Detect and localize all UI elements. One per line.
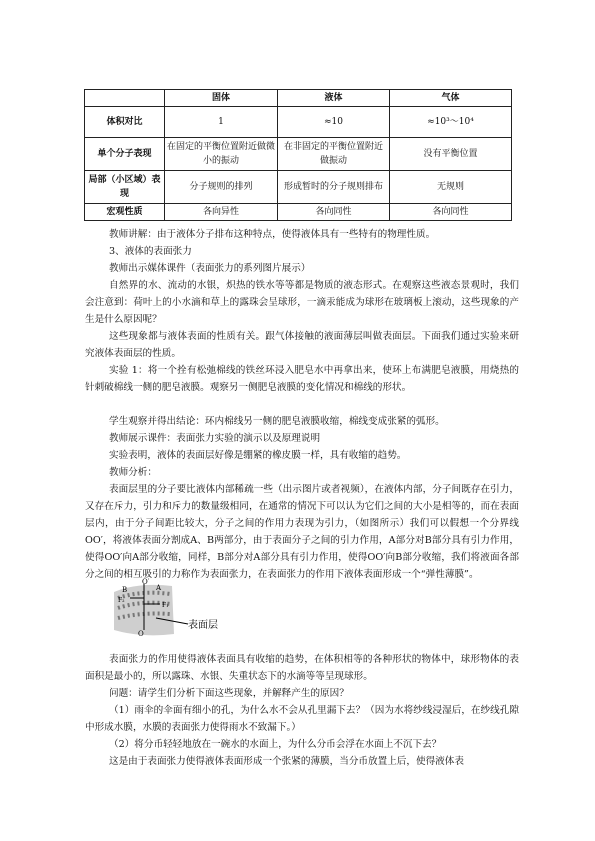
table-cell: 各向同性 [278,204,390,221]
paragraph: （1）雨伞的伞面有细小的孔，为什么水不会从孔里漏下去？（因为水将纱线浸湿后，在纱线孔隙中形成水膜，水膜的表面张力使得雨水不致漏下。） [85,705,519,733]
table-cell: ≈10³～10⁴ [390,107,512,138]
surface-layer-label: 表面层 [188,620,218,631]
table-header-cell: 固体 [165,90,278,107]
table-cell: 分子规则的排列 [165,171,278,204]
paragraph: 这些现象都与液体表面的性质有关。跟气体接触的液面薄层叫做表面层。下面我们通过实验来研究液体表面层的性质。 [85,331,519,359]
table-cell: 1 [165,107,278,138]
paragraph: 表面张力的作用使得液体表面具有收缩的趋势，在体积相等的各种形状的物体中，球形物体的表面积是最小的，所以露珠、水银、失重状态下的水滴等等呈现球形。 [85,654,519,682]
label-o2: O′ [142,578,150,586]
comparison-table [84,89,512,221]
paragraph: 表面层里的分子要比液体内部稀疏一些（出示图片或者视频），在液体内部，分子间既存在引力，又存在斥力，引力和斥力的数量级相同，在通常的情况下可以认为它们之间的大小是相等的，而在表面层内，由于分子间距比较大，分子之间的作用力表现为引力，（如图所示）我们可以假想一个分界线OO′，将液体表面分割成A、B两部分，由于表面分子之间的引力作用，A部分对B部分具有引力作用，使得OO′向A部分收缩，同样，B部分对A部分具有引力作用，使得OO′向B部分收缩，我们将液面各部分之间的相互吸引的力称作为表面张力，在表面张力的作用下液体表面形成一个“弹性薄膜”。 [85,484,519,580]
paragraph: 教师讲解：由于液体分子排布这种特点，使得液体具有一些特有的物理性质。 [109,229,436,240]
table-cell: ≈10 [278,107,390,138]
table-row [85,107,512,138]
label-b: B [122,586,128,594]
paragraph: 教师展示课件：表面张力实验的演示以及原理说明 [109,433,321,444]
label-a: A [156,584,162,592]
row-label: 宏观性质 [85,204,165,221]
paragraph: 教师分析： [109,467,157,478]
table-header-row [85,90,512,107]
table-header-cell: 液体 [278,90,390,107]
table-cell: 在固定的平衡位置附近做微小的振动 [165,138,278,171]
table-header-cell [85,90,165,107]
paragraph: 实验 1：将一个拴有松弛棉线的铁丝环浸入肥皂水中再拿出来，使环上布满肥皂液膜，用烧热的针刺破棉线一侧的肥皂液膜。观察另一侧肥皂液膜的变化情况和棉线的形状。 [85,365,519,393]
surface-layer-figure [108,578,248,638]
table-cell: 形成暂时的分子规则排布 [278,171,390,204]
table-row [85,138,512,171]
row-label: 局部（小区域）表现 [85,171,165,204]
row-label: 体积对比 [85,107,165,138]
table-cell: 各向异性 [165,204,278,221]
row-label: 单个分子表现 [85,138,165,171]
label-o: O [138,630,144,638]
paragraph: （2）将分币轻轻地放在一碗水的水面上，为什么分币会浮在水面上不沉下去？ [109,739,442,750]
table-cell: 无规则 [390,171,512,204]
label-f1: F₁ [162,602,169,609]
table-row [85,204,512,221]
table-row [85,171,512,204]
paragraph: 这是由于表面张力使得液体表面形成一个张紧的薄膜，当分币放置上后，使得液体表 [109,756,464,767]
table-cell: 各向同性 [390,204,512,221]
table-cell: 在非固定的平衡位置附近做振动 [278,138,390,171]
paragraph: 学生观察并得出结论：环内棉线另一侧的肥皂液膜收缩，棉线变成张紧的弧形。 [109,416,445,427]
table-cell: 没有平衡位置 [390,138,512,171]
section-heading: 3、液体的表面张力 [109,246,192,257]
paragraph: 实验表明，液体的表面层好像是绷紧的橡皮膜一样，具有收缩的趋势。 [109,450,407,461]
paragraph: 问题：请学生们分析下面这些现象，并解释产生的原因？ [109,688,349,699]
paragraph: 自然界的水、流动的水银，炽热的铁水等等都是物质的液态形式。在观察这些液态景观时，我们会注意到：荷叶上的小水滴和草上的露珠会呈球形，一滴汞能成为球形在玻璃板上滚动，这些现象的产生是什么原因呢？ [85,280,519,325]
label-f2: F₂ [118,597,125,604]
paragraph: 教师出示媒体课件（表面张力的系列图片展示） [109,263,311,274]
table-header-cell: 气体 [390,90,512,107]
surface-layer-diagram [108,578,248,638]
